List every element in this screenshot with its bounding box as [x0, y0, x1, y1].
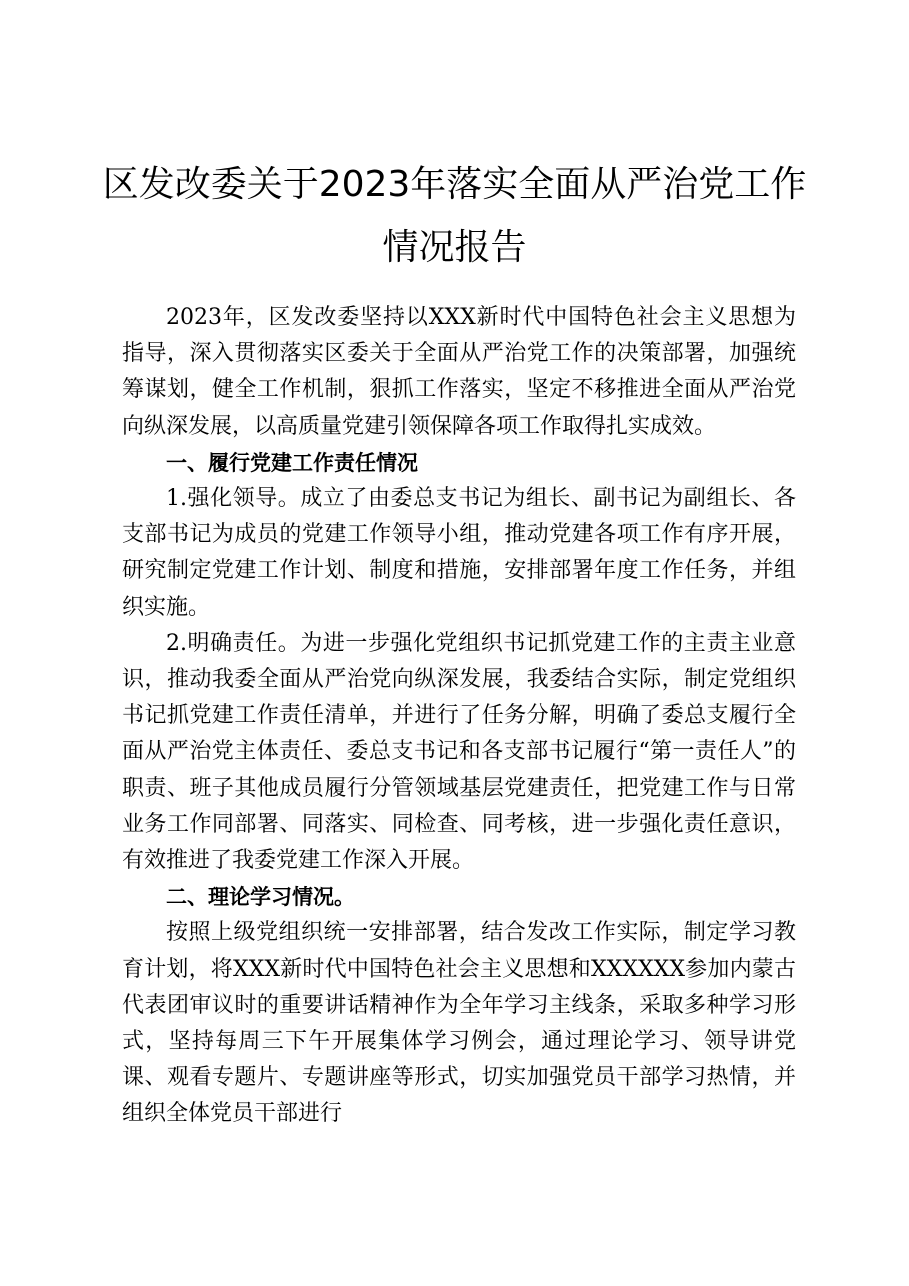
section1-paragraph-2: 2.明确责任。为进一步强化党组织书记抓党建工作的主责主业意识，推动我委全面从严治党向纵深发展，我委结合实际，制定党组织书记抓党建工作责任清单，并进行了任务分解，明确了委总支履行全面从严治党主体责任、委总支书记和各支部书记履行“第一责任人”的职责、班子其他成员履行分管领域基层党建责任，把党建工作与日常业务工作同部署、同落实、同检查、同考核，进一步强化责任意识，有效推进了我委党建工作深入开展。 [122, 630, 796, 874]
document-title-line2: 情况报告 [382, 227, 527, 268]
section1-paragraph-1: 1.强化领导。成立了由委总支书记为组长、副书记为副组长、各支部书记为成员的党建工作领导小组，推动党建各项工作有序开展，研究制定党建工作计划、制度和措施，安排部署年度工作任务，并组织实施。 [122, 486, 796, 620]
document-body [122, 300, 796, 1133]
section1-heading: 一、履行党建工作责任情况 [166, 450, 418, 475]
section2-heading: 二、理论学习情况。 [166, 885, 355, 910]
intro-paragraph: 2023年，区发改委坚持以XXX新时代中国特色社会主义思想为指导，深入贯彻落实区委关于全面从严治党工作的决策部署，加强统筹谋划，健全工作机制，狠抓工作落实，坚定不移推进全面从严治党向纵深发展，以高质量党建引领保障各项工作取得扎实成效。 [122, 305, 796, 439]
section2-paragraph-1: 按照上级党组织统一安排部署，结合发改工作实际，制定学习教育计划，将XXX新时代中国特色社会主义思想和XXXXXX参加内蒙古代表团审议时的重要讲话精神作为全年学习主线条，采取多种学习形式，坚持每周三下午开展集体学习例会，通过理论学习、领导讲党课、观看专题片、专题讲座等形式，切实加强党员干部学习热情，并组织全体党员干部进行 [122, 920, 796, 1127]
document-title-line1: 区发改委关于2023年落实全面从严治党工作 [102, 164, 807, 205]
